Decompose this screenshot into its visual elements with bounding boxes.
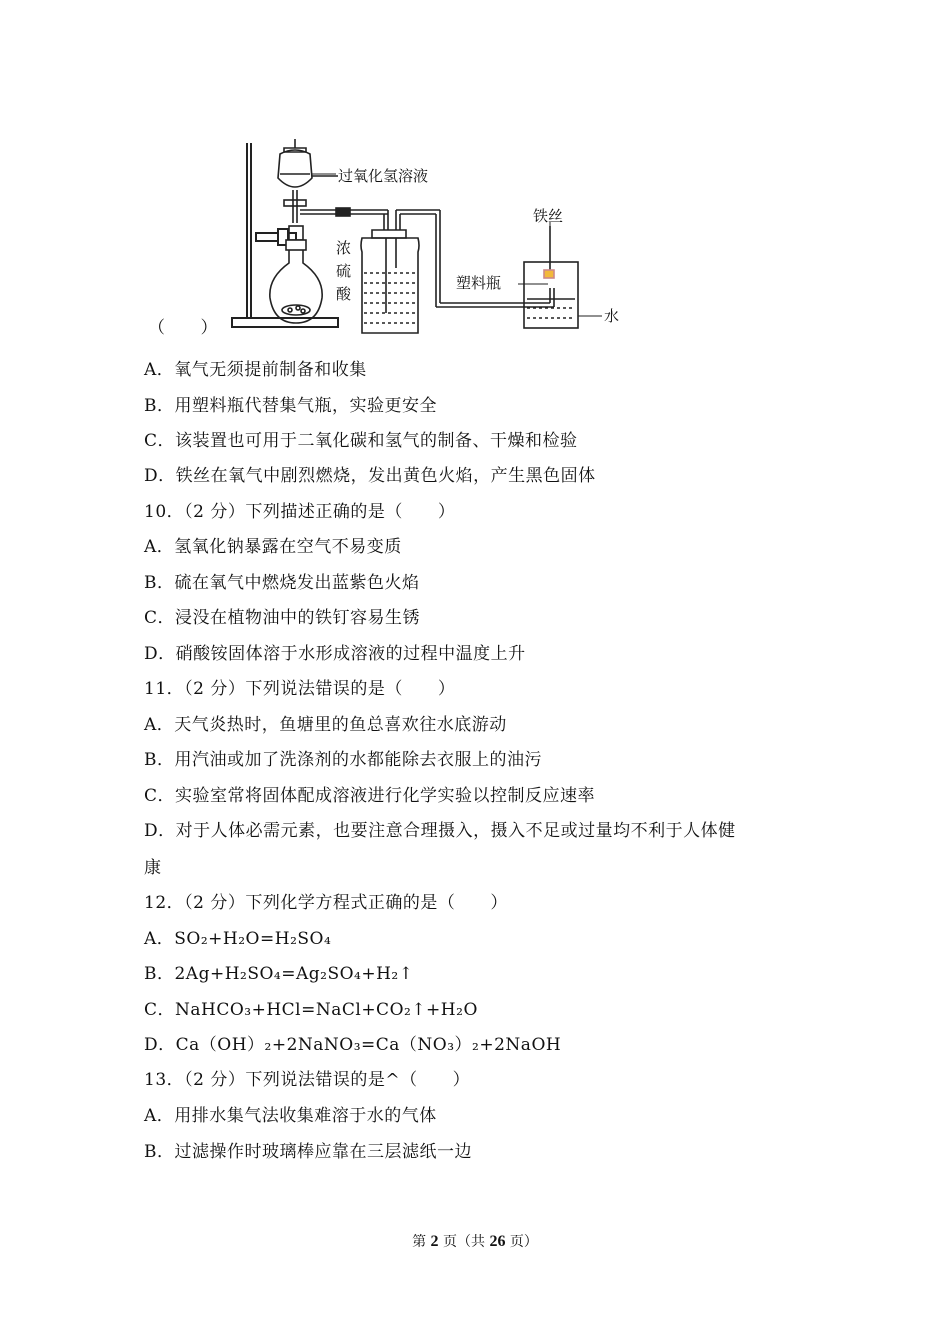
q13-option-a: A．用排水集气法收集难溶于水的气体 xyxy=(144,1106,437,1126)
footer-total-pages: 26 xyxy=(489,1233,506,1250)
q12-option-c: C．NaHCO₃+HCl=NaCl+CO₂↑+H₂O xyxy=(144,1000,478,1020)
q11-option-d-continued: 康 xyxy=(144,858,162,878)
label-plastic-bottle: 塑料瓶 xyxy=(456,274,502,292)
q9-answer-blank: （ ） xyxy=(148,318,218,338)
q10-option-d: D．硝酸铵固体溶于水形成溶液的过程中温度上升 xyxy=(144,644,526,664)
pointer-lines xyxy=(312,174,602,316)
q9-option-b: B．用塑料瓶代替集气瓶，实验更安全 xyxy=(144,396,437,416)
q10-stem: 10．（2 分）下列描述正确的是（ ） xyxy=(144,502,456,522)
footer-middle: 页（共 xyxy=(443,1234,485,1250)
drying-bottle xyxy=(336,208,554,333)
q9-option-c: C．该装置也可用于二氧化碳和氢气的制备、干燥和检验 xyxy=(144,431,578,451)
q10-option-a: A．氢氧化钠暴露在空气不易变质 xyxy=(144,537,402,557)
q12-option-d: D．Ca（OH）₂+2NaNO₃=Ca（NO₃）₂+2NaOH xyxy=(144,1035,562,1055)
q11-option-c: C．实验室常将固体配成溶液进行化学实验以控制反应速率 xyxy=(144,786,596,806)
q10-option-b: B．硫在氧气中燃烧发出蓝紫色火焰 xyxy=(144,573,420,593)
q12-option-a: A．SO₂+H₂O=H₂SO₄ xyxy=(144,929,332,949)
label-concentrated-acid-1: 浓 xyxy=(336,239,352,257)
label-water: 水 xyxy=(604,307,620,325)
page-footer xyxy=(0,1231,950,1251)
footer-prefix: 第 xyxy=(412,1234,427,1250)
q9-option-a: A．氧气无须提前制备和收集 xyxy=(144,360,367,380)
q11-option-a: A．天气炎热时，鱼塘里的鱼总喜欢往水底游动 xyxy=(144,715,507,735)
q12-option-b: B．2Ag+H₂SO₄=Ag₂SO₄+H₂↑ xyxy=(144,964,414,984)
label-concentrated-acid-3: 酸 xyxy=(336,285,352,303)
q13-stem: 13．（2 分）下列说法错误的是^（ ） xyxy=(144,1070,471,1090)
label-iron-wire: 铁丝 xyxy=(533,207,564,225)
footer-suffix: 页） xyxy=(509,1234,538,1250)
footer-page-number: 2 xyxy=(430,1233,439,1250)
q11-option-d: D．对于人体必需元素，也要注意合理摄入，摄入不足或过量均不利于人体健 xyxy=(144,821,736,841)
q13-option-b: B．过滤操作时玻璃棒应靠在三层滤纸一边 xyxy=(144,1142,472,1162)
label-concentrated-acid-2: 硫 xyxy=(336,262,352,280)
q9-option-d: D．铁丝在氧气中剧烈燃烧，发出黄色火焰，产生黑色固体 xyxy=(144,466,596,486)
apparatus-diagram xyxy=(150,138,630,338)
q11-option-b: B．用汽油或加了洗涤剂的水都能除去衣服上的油污 xyxy=(144,750,542,770)
q10-option-c: C．浸没在植物油中的铁钉容易生锈 xyxy=(144,608,421,628)
q11-stem: 11．（2 分）下列说法错误的是（ ） xyxy=(144,679,456,699)
plastic-bottle-setup xyxy=(524,226,578,328)
q12-stem: 12．（2 分）下列化学方程式正确的是（ ） xyxy=(144,893,508,913)
label-hydrogen-peroxide: 过氧化氢溶液 xyxy=(338,167,429,185)
